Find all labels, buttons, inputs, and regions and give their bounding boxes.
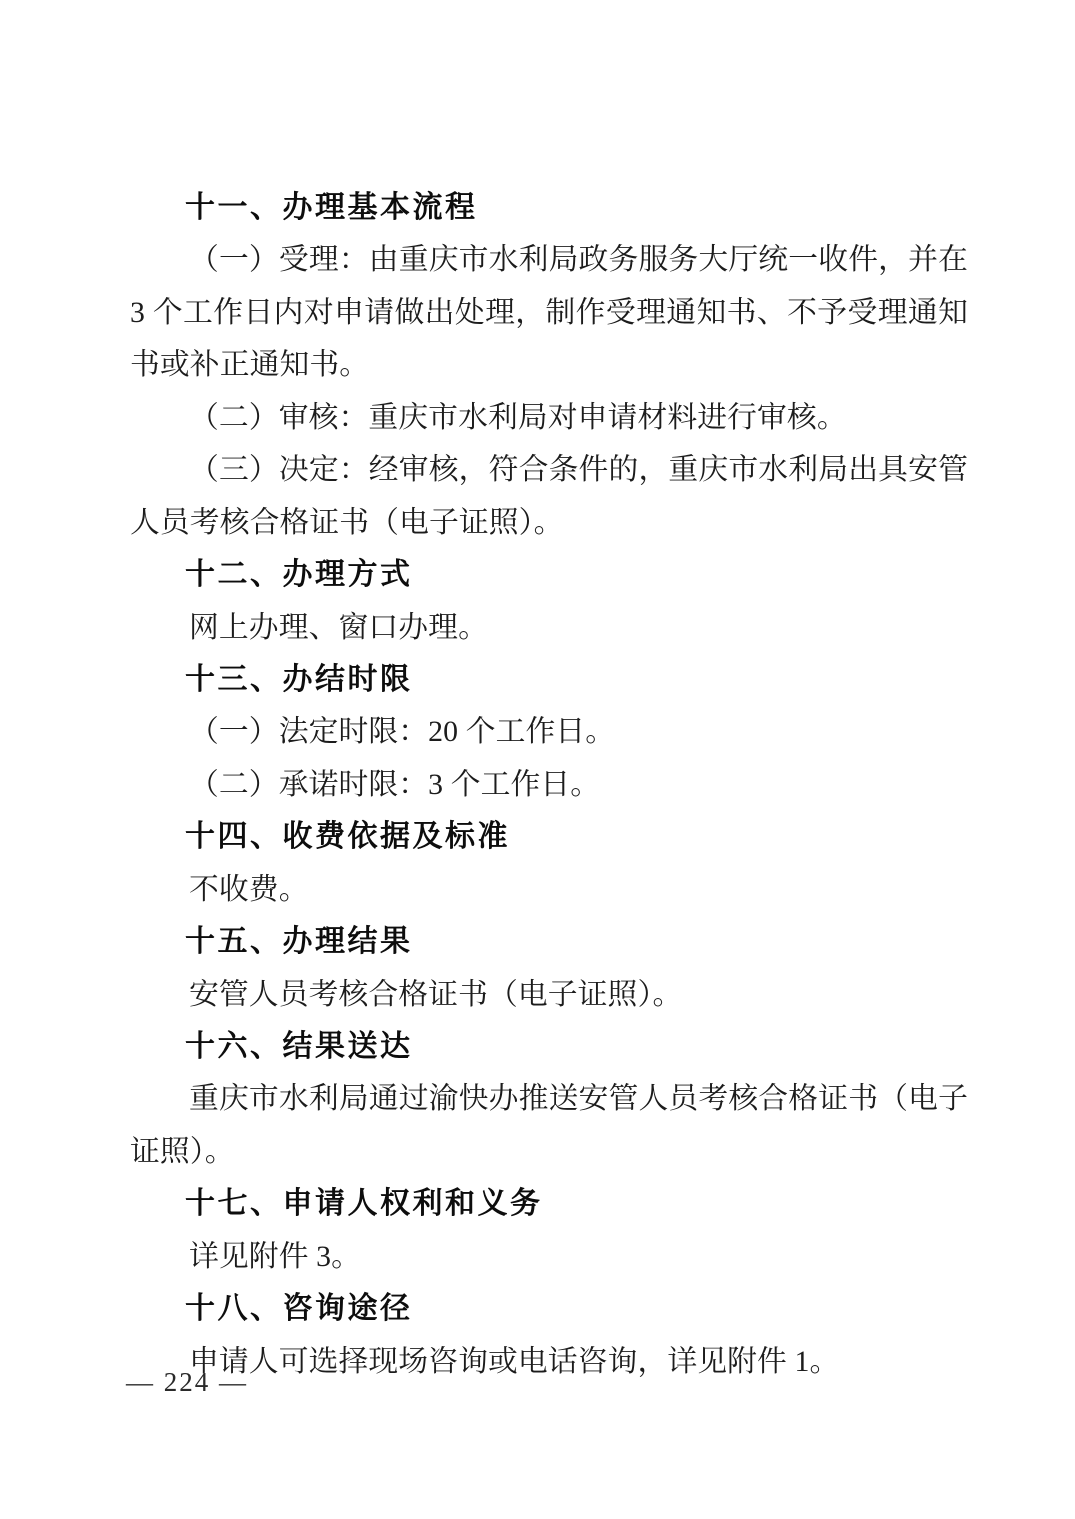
paragraph-line: 详见附件 3。 [189,1239,362,1273]
page-number: — 224 — [126,1367,248,1397]
paragraph-line: （一）法定时限：20 个工作日。 [189,715,616,749]
paragraph-line: （二）审核：重庆市水利局对申请材料进行审核。 [189,400,847,434]
paragraph-line: （三）决定：经审核，符合条件的，重庆市水利局出具安管 [189,453,968,487]
section-heading: 十三、办结时限 [185,662,413,696]
section-heading: 十五、办理结果 [185,925,413,959]
section-heading: 十六、结果送达 [185,1030,413,1063]
paragraph-line: （一）受理：由重庆市水利局政务服务大厅统一收件，并在 [189,243,968,277]
section-heading: 十七、申请人权利和义务 [185,1187,543,1221]
paragraph-line: 安管人员考核合格证书（电子证照）。 [189,977,683,1011]
paragraph-line: 申请人可选择现场咨询或电话咨询，详见附件 1。 [189,1344,840,1378]
paragraph-line: 证照）。 [130,1134,235,1168]
paragraph-line: 重庆市水利局通过渝快办推送安管人员考核合格证书（电子 [189,1082,968,1116]
section-heading: 十四、收费依据及标准 [185,820,510,854]
paragraph-line: （二）承诺时限：3 个工作日。 [189,767,601,801]
paragraph-line: 书或补正通知书。 [130,348,370,382]
paragraph-line: 不收费。 [189,872,309,906]
paragraph-line: 网上办理、窗口办理。 [189,610,488,644]
section-heading: 十二、办理方式 [185,558,413,592]
section-heading: 十八、咨询途径 [185,1292,413,1326]
paragraph-line: 人员考核合格证书（电子证照）。 [130,505,564,539]
document-body [130,182,968,1388]
paragraph-line: 3 个工作日内对申请做出处理，制作受理通知书、不予受理通知 [130,295,968,329]
section-heading: 十一、办理基本流程 [185,191,478,224]
